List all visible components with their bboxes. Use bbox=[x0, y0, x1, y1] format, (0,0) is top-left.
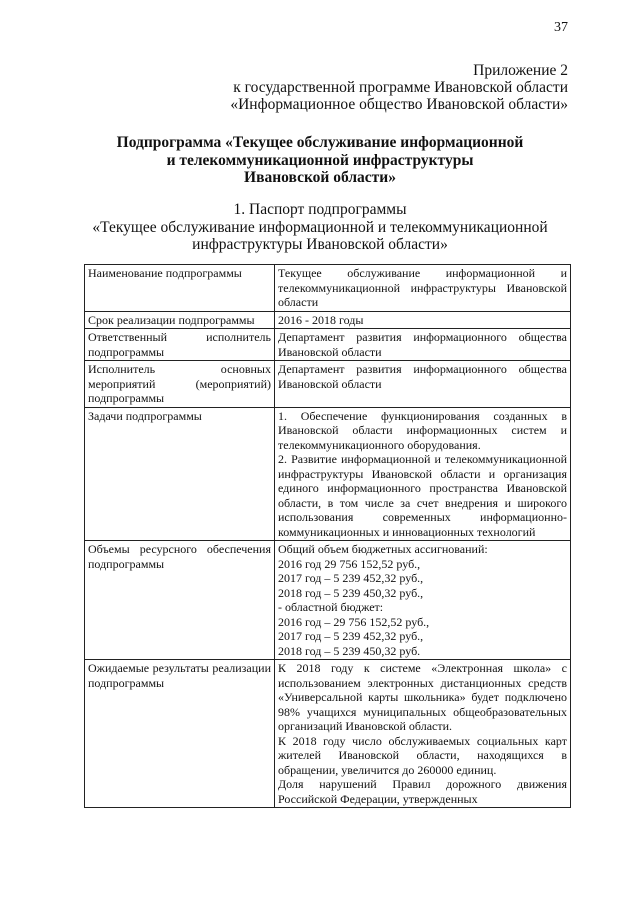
value-line: 2017 год – 5 239 452,32 руб., bbox=[278, 571, 424, 585]
row-label: Ответственный исполнитель подпрограммы bbox=[85, 329, 275, 361]
table-row bbox=[85, 660, 571, 808]
appendix-line: к государственной программе Ивановской области bbox=[233, 79, 568, 96]
row-value bbox=[275, 265, 571, 312]
value-line: - областной бюджет: bbox=[278, 600, 384, 614]
title-line: Подпрограмма «Текущее обслуживание информационной bbox=[116, 134, 524, 151]
row-value bbox=[275, 407, 571, 541]
value-line: 2018 год – 5 239 450,32 руб., bbox=[278, 585, 424, 600]
value-line: Текущее обслуживание информационной и телекоммуникационной инфраструктуры Ивановской области bbox=[278, 266, 567, 309]
passport-line: инфраструктуры Ивановской области» bbox=[192, 236, 448, 253]
row-value bbox=[275, 311, 571, 329]
value-line: 2018 год – 5 239 450,32 руб. bbox=[278, 643, 421, 658]
value-line: 2016 год 29 756 152,52 руб., bbox=[278, 556, 421, 571]
value-line: Департамент развития информационного общества Ивановской области bbox=[278, 362, 567, 391]
row-value bbox=[275, 660, 571, 808]
appendix-line: Приложение 2 bbox=[473, 62, 568, 79]
value-line: К 2018 году число обслуживаемых социальных карт жителей Ивановской области, находящихся в обращении, увеличится до 260000 единиц. bbox=[278, 733, 567, 777]
value-line: 1. Обеспечение функционирования созданных в Ивановской области информационных систем и телекоммуникационного оборудования. bbox=[278, 408, 567, 452]
value-line: К 2018 году к системе «Электронная школа» с использованием электронных дистанционных средств «Универсальной карты школьника» будет подключено 98% учащихся муниципальных общеобразовательных организаций Ивановской области. bbox=[278, 661, 567, 733]
appendix-line: «Информационное общество Ивановской области» bbox=[230, 96, 568, 113]
value-line: 2017 год – 5 239 452,32 руб., bbox=[278, 629, 424, 643]
row-value bbox=[275, 329, 571, 361]
passport-table bbox=[84, 264, 571, 808]
table-row bbox=[85, 407, 571, 541]
row-label: Задачи подпрограммы bbox=[85, 407, 275, 541]
appendix-header bbox=[230, 62, 568, 113]
table-row bbox=[85, 361, 571, 408]
value-line: 2016 - 2018 годы bbox=[278, 312, 364, 327]
value-line: 2. Развитие информационной и телекоммуникационной инфраструктуры Ивановской области и организация единого информационного пространства Ивановской области, в том числе за счет внедрения и широкого использования современных информационно-коммуникационных и инновационных технологий bbox=[278, 452, 567, 539]
value-line: Департамент развития информационного общества Ивановской области bbox=[278, 330, 567, 359]
row-label: Ожидаемые результаты реализации подпрограммы bbox=[85, 660, 275, 808]
row-value bbox=[275, 361, 571, 408]
row-label: Исполнитель основных мероприятий (мероприятий) подпрограммы bbox=[85, 361, 275, 408]
value-line: Общий объем бюджетных ассигнований: bbox=[278, 542, 488, 556]
passport-heading bbox=[0, 201, 640, 254]
page-number: 37 bbox=[554, 20, 568, 35]
subprogram-title bbox=[0, 134, 640, 187]
title-line: Ивановской области» bbox=[244, 169, 396, 186]
row-value bbox=[275, 541, 571, 660]
row-label: Наименование подпрограммы bbox=[85, 265, 275, 312]
title-line: и телекоммуникационной инфраструктуры bbox=[166, 151, 474, 169]
passport-line: 1. Паспорт подпрограммы bbox=[233, 201, 407, 218]
table-row bbox=[85, 329, 571, 361]
table-row bbox=[85, 265, 571, 312]
value-line: Доля нарушений Правил дорожного движения Российской Федерации, утвержденных bbox=[278, 777, 567, 806]
row-label: Объемы ресурсного обеспечения подпрограммы bbox=[85, 541, 275, 660]
passport-line: «Текущее обслуживание информационной и телекоммуникационной bbox=[92, 218, 548, 236]
value-line: 2016 год – 29 756 152,52 руб., bbox=[278, 614, 430, 629]
table-row bbox=[85, 541, 571, 660]
table-row bbox=[85, 311, 571, 329]
row-label: Срок реализации подпрограммы bbox=[85, 311, 275, 329]
